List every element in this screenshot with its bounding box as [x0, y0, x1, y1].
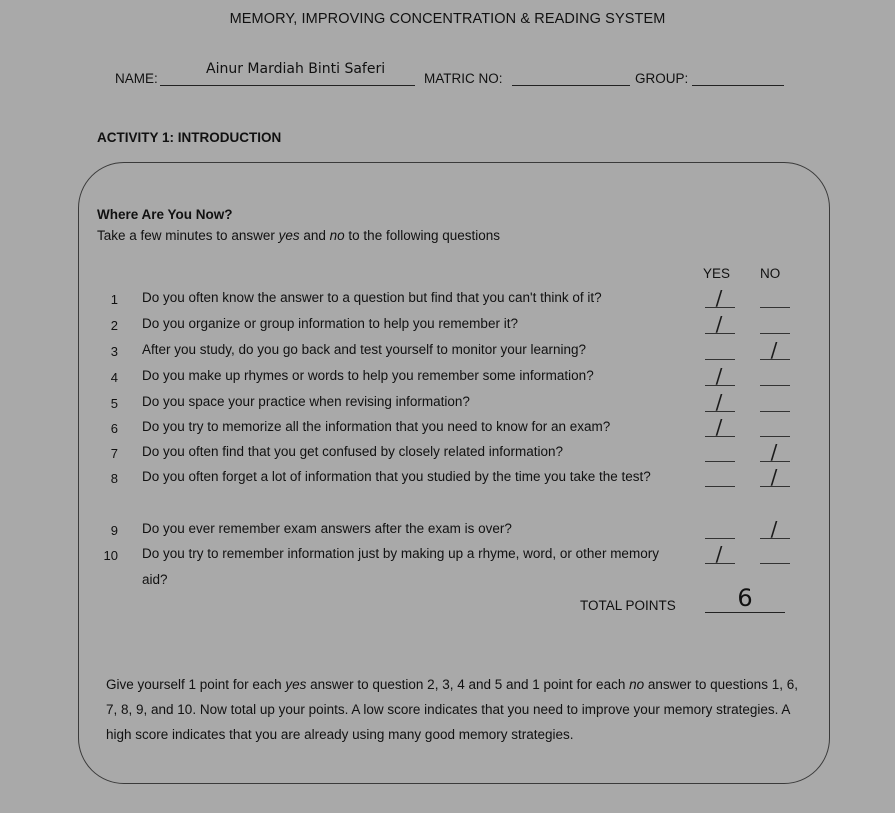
- no-tick-mark: /: [770, 465, 778, 489]
- question-number: 1: [110, 292, 118, 307]
- name-label: NAME:: [115, 71, 158, 86]
- yes-answer-blank[interactable]: [705, 461, 735, 462]
- scoring-text: answer to question 2, 3, 4 and 5 and 1 point for each: [306, 677, 630, 692]
- instruction-yes: yes: [278, 228, 300, 243]
- instruction-text: to the following questions: [344, 228, 501, 243]
- quiz-heading: Where Are You Now?: [97, 207, 233, 222]
- scoring-instructions: [106, 672, 806, 747]
- name-value[interactable]: Ainur Mardiah Binti Saferi: [206, 61, 386, 77]
- no-column-header: NO: [760, 266, 781, 281]
- yes-answer-blank[interactable]: [705, 486, 735, 487]
- no-answer-blank[interactable]: [760, 411, 790, 412]
- scoring-text: Give yourself 1 point for each: [106, 677, 286, 692]
- total-points-label: TOTAL POINTS: [580, 598, 676, 613]
- question-text: Do you often know the answer to a question but find that you can't think of it?: [142, 290, 602, 305]
- question-text: Do you often find that you get confused by closely related information?: [142, 444, 564, 459]
- yes-tick-mark: /: [715, 364, 723, 388]
- yes-answer-blank[interactable]: [705, 538, 735, 539]
- yes-tick-mark: /: [715, 542, 723, 566]
- scoring-text: answer to questions 1, 6, 7, 8, 9, and 10. Now total up your points. A low score indicates that you need to improve your memory strategies. A high score indicates that you are already using many good memory strategies.: [106, 677, 798, 742]
- yes-tick-mark: /: [715, 312, 723, 336]
- no-tick-mark: /: [770, 517, 778, 541]
- matric-label: MATRIC NO:: [424, 71, 503, 86]
- question-number: 10: [103, 548, 118, 563]
- total-points-value[interactable]: 6: [737, 584, 753, 612]
- scoring-text: yes: [285, 677, 307, 692]
- question-number: 9: [110, 523, 118, 538]
- instruction-text: and: [299, 228, 330, 243]
- question-number: 2: [110, 318, 118, 333]
- question-text: Do you space your practice when revising information?: [142, 394, 470, 409]
- instruction-no: no: [329, 228, 345, 243]
- yes-column-header: YES: [703, 266, 731, 281]
- no-answer-blank[interactable]: [760, 385, 790, 386]
- question-text: Do you often forget a lot of information that you studied by the time you take the test?: [142, 469, 651, 484]
- no-answer-blank[interactable]: [760, 436, 790, 437]
- question-number: 7: [110, 446, 118, 461]
- name-field-line: [160, 85, 415, 86]
- quiz-instruction: [97, 228, 500, 243]
- activity-title: ACTIVITY 1: INTRODUCTION: [97, 130, 282, 145]
- question-text: After you study, do you go back and test yourself to monitor your learning?: [142, 342, 586, 357]
- yes-answer-blank[interactable]: [705, 359, 735, 360]
- no-answer-blank[interactable]: [760, 307, 790, 308]
- group-field-line[interactable]: [692, 85, 784, 86]
- question-text: Do you make up rhymes or words to help you remember some information?: [142, 368, 594, 383]
- scoring-text: no: [629, 677, 645, 692]
- question-number: 3: [110, 344, 118, 359]
- yes-tick-mark: /: [715, 286, 723, 310]
- question-text: Do you ever remember exam answers after the exam is over?: [142, 521, 512, 536]
- no-tick-mark: /: [770, 338, 778, 362]
- yes-tick-mark: /: [715, 390, 723, 414]
- no-answer-blank[interactable]: [760, 563, 790, 564]
- question-number: 8: [110, 471, 118, 486]
- question-number: 6: [110, 421, 118, 436]
- group-label: GROUP:: [635, 71, 689, 86]
- no-tick-mark: /: [770, 440, 778, 464]
- no-answer-blank[interactable]: [760, 333, 790, 334]
- question-number: 4: [110, 370, 118, 385]
- yes-tick-mark: /: [715, 415, 723, 439]
- question-text: Do you try to memorize all the information that you need to know for an exam?: [142, 419, 611, 434]
- question-number: 5: [110, 396, 118, 411]
- document-title: MEMORY, IMPROVING CONCENTRATION & READING SYSTEM: [229, 11, 666, 27]
- question-text: Do you organize or group information to help you remember it?: [142, 316, 518, 331]
- instruction-text: Take a few minutes to answer: [97, 228, 279, 243]
- matric-field-line[interactable]: [512, 85, 630, 86]
- question-text: Do you try to remember information just by making up a rhyme, word, or other memory aid?: [142, 546, 659, 587]
- total-points-line: [705, 612, 785, 613]
